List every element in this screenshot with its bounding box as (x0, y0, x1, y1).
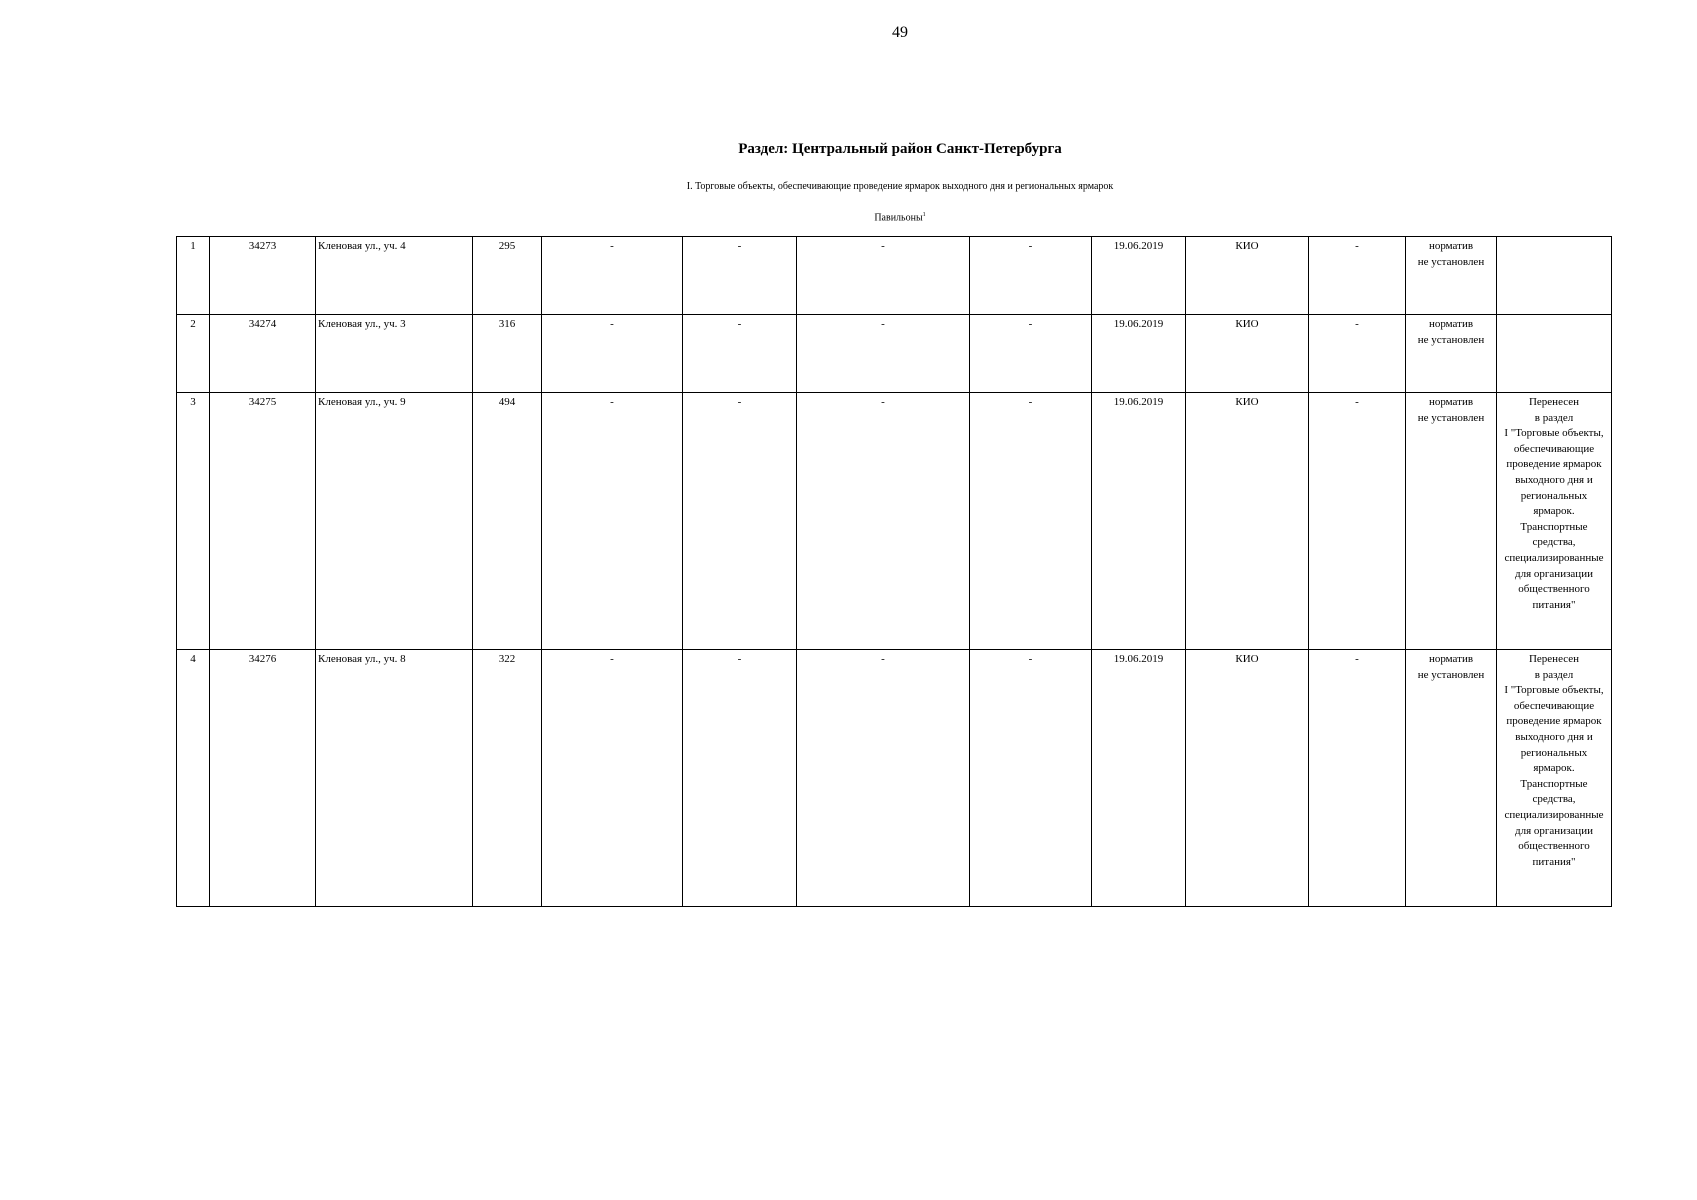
cell-date: 19.06.2019 (1092, 650, 1186, 907)
note-text-line: проведение ярмарок (1506, 458, 1602, 471)
cell-object-code: 34273 (210, 237, 316, 315)
note-text-line: Транспортные (1520, 520, 1588, 533)
cell-norm (1406, 315, 1497, 393)
norm-text-line: норматив (1428, 396, 1474, 408)
cell-note (1497, 315, 1612, 393)
note-text-line: ярмарок. (1533, 762, 1575, 775)
cell-row-number: 4 (177, 650, 210, 907)
cell-area: 322 (473, 650, 542, 907)
page-number: 49 (892, 24, 908, 41)
cell-row-number: 3 (177, 393, 210, 650)
cell-date: 19.06.2019 (1092, 237, 1186, 315)
cell-col11: - (1309, 650, 1406, 907)
note-text-line: проведение ярмарок (1506, 715, 1602, 728)
cell-area: 494 (473, 393, 542, 650)
cell-address: Кленовая ул., уч. 8 (316, 650, 473, 907)
cell-col6: - (683, 650, 797, 907)
cell-col11: - (1309, 315, 1406, 393)
cell-date: 19.06.2019 (1092, 393, 1186, 650)
cell-col8: - (970, 650, 1092, 907)
cell-col5: - (542, 650, 683, 907)
cell-date: 19.06.2019 (1092, 315, 1186, 393)
table-row (177, 237, 1612, 315)
norm-text-line: норматив (1428, 240, 1474, 252)
cell-area: 316 (473, 315, 542, 393)
table-row (177, 393, 1612, 650)
norm-text-line: не установлен (1417, 411, 1485, 424)
cell-address: Кленовая ул., уч. 9 (316, 393, 473, 650)
note-text-line: Перенесен (1528, 396, 1580, 408)
cell-col5: - (542, 315, 683, 393)
note-text-line: I "Торговые объекты, (1504, 427, 1604, 440)
note-text-line: региональных (1520, 489, 1588, 502)
note-text-line: для организации (1515, 824, 1593, 837)
cell-object-code: 34275 (210, 393, 316, 650)
note-text-line: общественного (1518, 840, 1590, 853)
table-row (177, 315, 1612, 393)
pavilions-table (176, 236, 1612, 907)
cell-object-code: 34274 (210, 315, 316, 393)
cell-address: Кленовая ул., уч. 4 (316, 237, 473, 315)
cell-norm (1406, 650, 1497, 907)
table-caption (0, 212, 1697, 223)
cell-col8: - (970, 237, 1092, 315)
cell-col7: - (797, 393, 970, 650)
cell-col11: - (1309, 393, 1406, 650)
cell-area: 295 (473, 237, 542, 315)
norm-text-line: не установлен (1417, 333, 1485, 346)
cell-address: Кленовая ул., уч. 3 (316, 315, 473, 393)
note-text-line: питания" (1532, 598, 1576, 611)
cell-row-number: 1 (177, 237, 210, 315)
cell-col7: - (797, 237, 970, 315)
norm-text-line: не установлен (1417, 255, 1485, 268)
cell-norm (1406, 237, 1497, 315)
norm-text-line: не установлен (1417, 668, 1485, 681)
cell-note (1497, 237, 1612, 315)
note-text-line: региональных (1520, 746, 1588, 759)
cell-organization: КИО (1186, 650, 1309, 907)
cell-col7: - (797, 650, 970, 907)
section-title: Раздел: Центральный район Санкт-Петербурга (738, 141, 1062, 157)
cell-organization: КИО (1186, 393, 1309, 650)
note-text-line: специализированные (1504, 551, 1604, 564)
cell-col8: - (970, 315, 1092, 393)
cell-organization: КИО (1186, 237, 1309, 315)
cell-note (1497, 393, 1612, 650)
note-text-line: I "Торговые объекты, (1504, 684, 1604, 697)
table-caption-text: Павильоны (874, 212, 923, 224)
cell-col11: - (1309, 237, 1406, 315)
cell-col6: - (683, 393, 797, 650)
cell-col5: - (542, 393, 683, 650)
note-text-line: выходного дня и (1515, 473, 1593, 486)
cell-norm (1406, 393, 1497, 650)
note-text-line: общественного (1518, 583, 1590, 596)
note-text-line: выходного дня и (1515, 730, 1593, 743)
note-text-line: средства, (1532, 536, 1576, 549)
note-text-line: средства, (1532, 793, 1576, 806)
note-text-line: специализированные (1504, 808, 1604, 821)
cell-col7: - (797, 315, 970, 393)
norm-text-line: норматив (1428, 653, 1474, 665)
section-subtitle: I. Торговые объекты, обеспечивающие проведение ярмарок выходного дня и региональных ярмарок (686, 181, 1114, 192)
note-text-line: питания" (1532, 855, 1576, 868)
note-text-line: в раздел (1534, 411, 1574, 424)
cell-note (1497, 650, 1612, 907)
note-text-line: Перенесен (1528, 653, 1580, 665)
cell-object-code: 34276 (210, 650, 316, 907)
note-text-line: ярмарок. (1533, 505, 1575, 518)
note-text-line: для организации (1515, 567, 1593, 580)
footnote-marker: 1 (922, 212, 926, 218)
cell-row-number: 2 (177, 315, 210, 393)
note-text-line: обеспечивающие (1513, 442, 1595, 455)
cell-col6: - (683, 237, 797, 315)
table-row (177, 650, 1612, 907)
note-text-line: Транспортные (1520, 777, 1588, 790)
cell-organization: КИО (1186, 315, 1309, 393)
note-text-line: в раздел (1534, 668, 1574, 681)
norm-text-line: норматив (1428, 318, 1474, 330)
cell-col6: - (683, 315, 797, 393)
note-text-line: обеспечивающие (1513, 699, 1595, 712)
cell-col5: - (542, 237, 683, 315)
cell-col8: - (970, 393, 1092, 650)
